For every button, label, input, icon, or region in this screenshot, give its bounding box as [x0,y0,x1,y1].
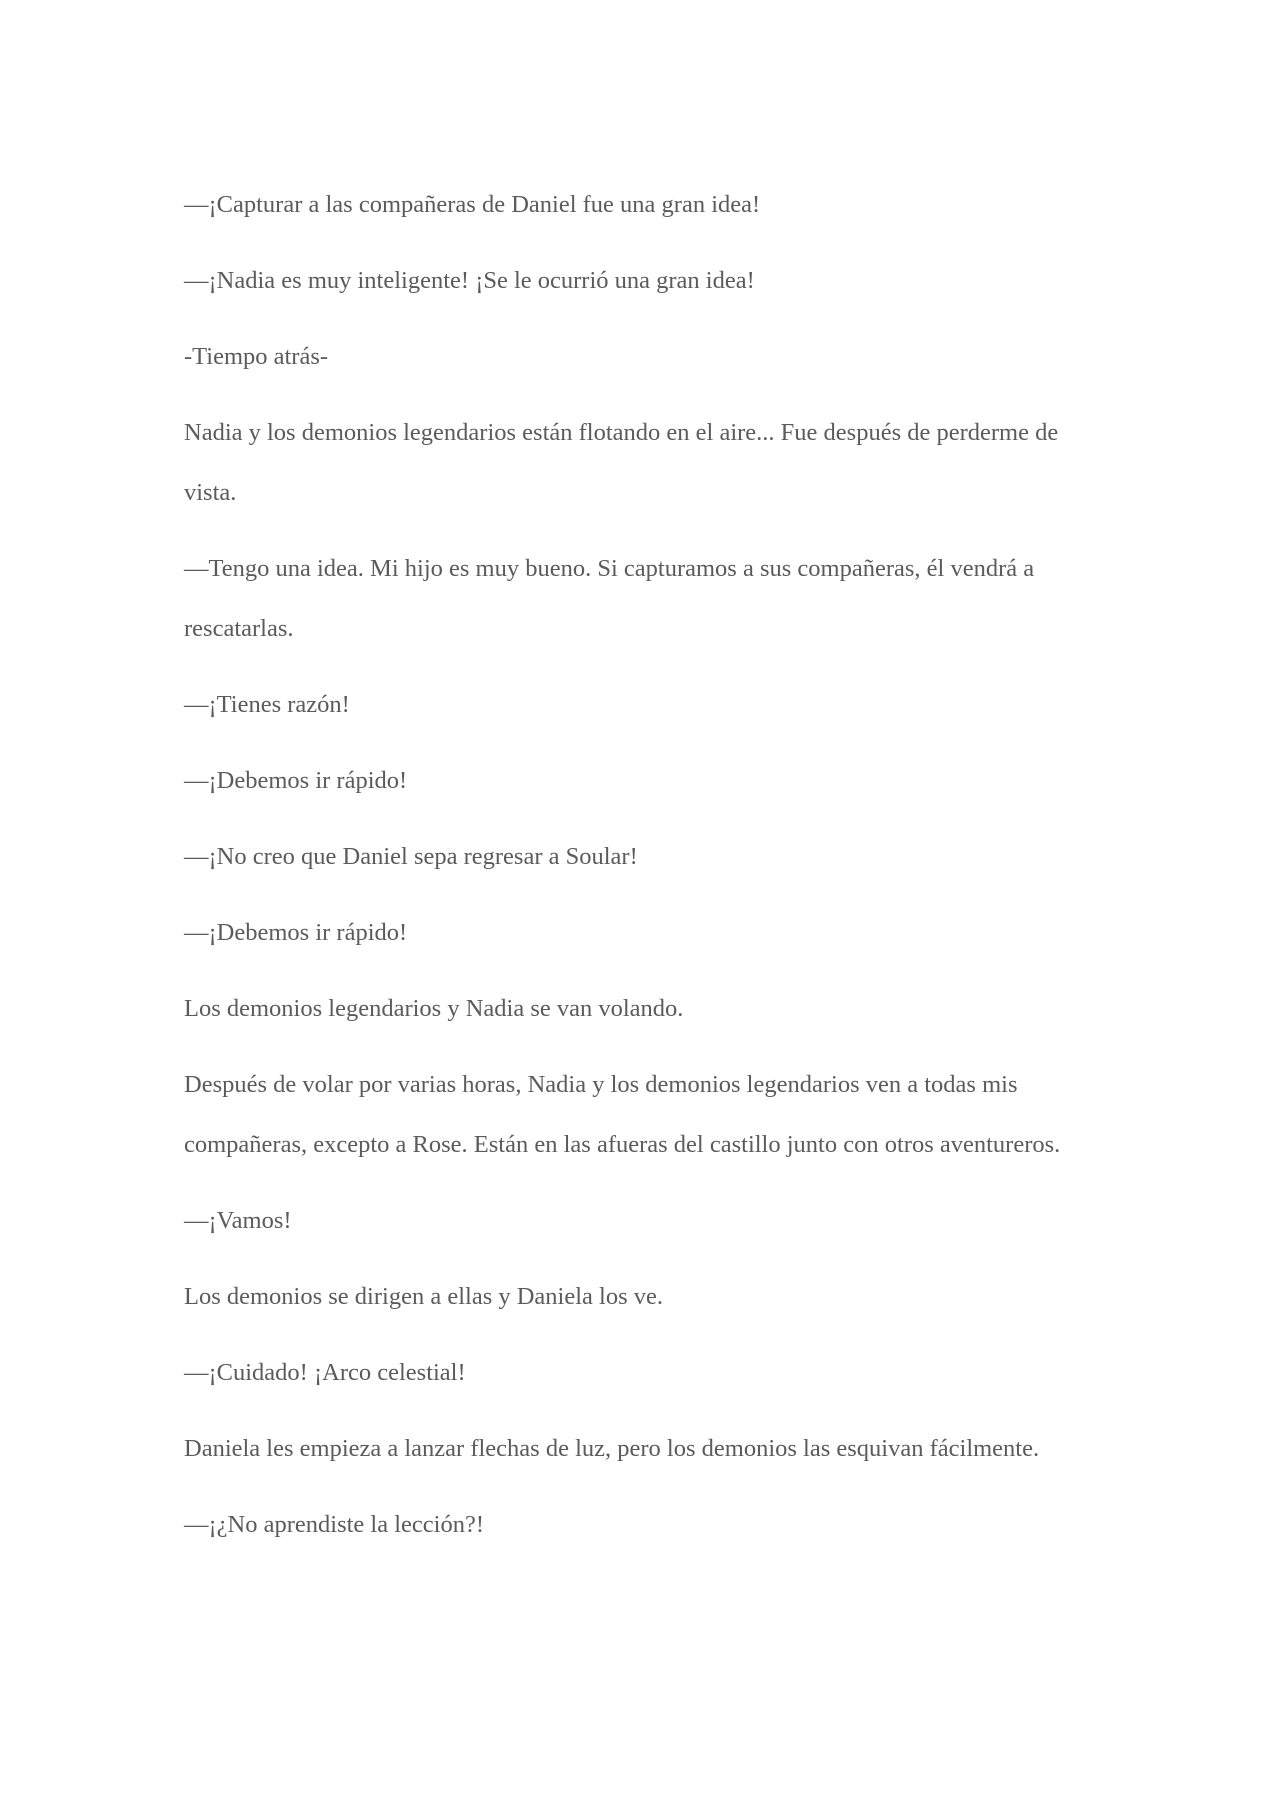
paragraph: —¡Nadia es muy inteligente! ¡Se le ocurrió una gran idea! [184,267,755,294]
paragraph: Nadia y los demonios legendarios están flotando en el aire... Fue después de perderme de vista. [184,419,1059,506]
paragraph: —¡Cuidado! ¡Arco celestial! [184,1359,466,1386]
paragraph: —¡Debemos ir rápido! [184,767,408,794]
paragraph: Los demonios legendarios y Nadia se van volando. [184,995,684,1022]
paragraph: —¡Vamos! [184,1207,292,1234]
paragraph: —¡¿No aprendiste la lección?! [184,1511,484,1538]
paragraph: —¡Capturar a las compañeras de Daniel fue una gran idea! [184,191,761,218]
paragraph: —¡Tienes razón! [184,691,350,718]
paragraph: Daniela les empieza a lanzar flechas de luz, pero los demonios las esquivan fácilmente. [184,1435,1040,1462]
paragraph: -Tiempo atrás- [184,343,329,370]
paragraph: Los demonios se dirigen a ellas y Daniela los ve. [184,1283,663,1310]
paragraph: Después de volar por varias horas, Nadia y los demonios legendarios ven a todas mis compañeras, excepto a Rose. Están en las afueras del castillo junto con otros aventureros. [184,1071,1061,1158]
document-body [184,175,1094,1571]
paragraph: —¡No creo que Daniel sepa regresar a Soular! [184,843,638,870]
paragraph: —Tengo una idea. Mi hijo es muy bueno. Si capturamos a sus compañeras, él vendrá a rescatarlas. [184,555,1035,642]
paragraph: —¡Debemos ir rápido! [184,919,408,946]
